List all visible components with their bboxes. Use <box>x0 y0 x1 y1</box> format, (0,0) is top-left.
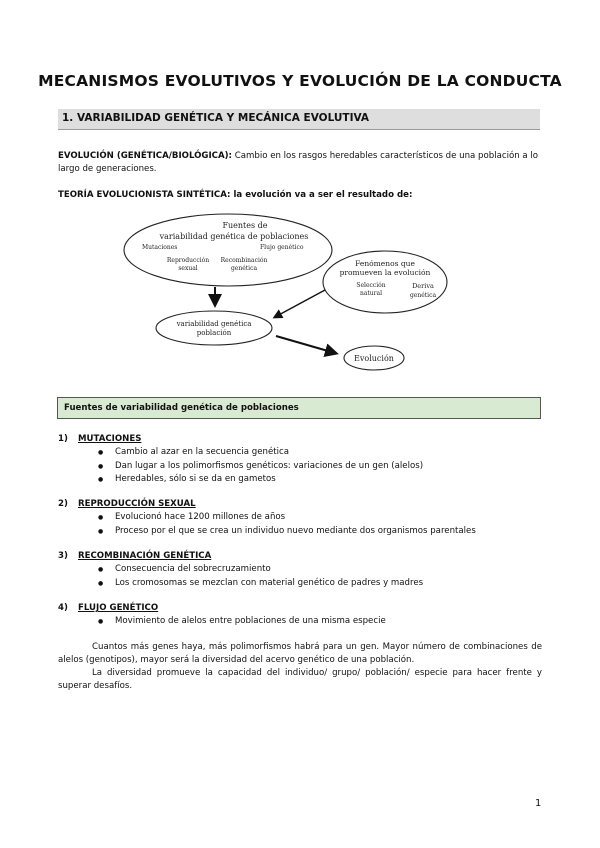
mutaciones-list <box>98 446 423 487</box>
item-number: 1) <box>58 434 68 444</box>
item-number: 4) <box>58 603 68 613</box>
seleccion-label-1: Selección <box>356 282 386 289</box>
flujo-label: Flujo genético <box>260 244 304 251</box>
item-flujo-heading <box>58 603 158 613</box>
item-recombinacion-heading <box>58 551 211 561</box>
item-label: REPRODUCCIÓN SEXUAL <box>78 499 196 509</box>
variabilidad-ellipse <box>156 311 272 345</box>
variabilidad-label-1: variabilidad genética <box>176 320 252 328</box>
definition-paragraph <box>58 150 542 176</box>
list-item: ● Heredables, sólo si se da en gametos <box>98 473 423 487</box>
flujo-list <box>98 615 386 629</box>
item-mutaciones-heading <box>58 434 141 444</box>
list-item: ● Cambio al azar en la secuencia genética <box>98 446 423 460</box>
mutaciones-label: Mutaciones <box>142 244 178 251</box>
list-item: ● Dan lugar a los polimorfismos genéticos: variaciones de un gen (alelos) <box>98 460 423 474</box>
closing-paragraph-2: La diversidad promueve la capacidad del individuo/ grupo/ población/ especie para hacer frente y superar desafíos. <box>58 668 542 691</box>
item-number: 2) <box>58 499 68 509</box>
evolucion-label: Evolución <box>354 354 394 363</box>
item-number: 3) <box>58 551 68 561</box>
fuentes-heading-box <box>57 397 541 419</box>
reproduccion-label-2: sexual <box>178 265 198 272</box>
section-heading: 1. VARIABILIDAD GENÉTICA Y MECÁNICA EVOLUTIVA <box>62 112 370 124</box>
fuentes-title-1: Fuentes de <box>222 221 268 230</box>
definition-text: Cambio en los rasgos heredables característicos de una población a lo largo de generaciones. <box>58 151 539 174</box>
list-item: ● Proceso por el que se crea un individuo nuevo mediante dos organismos parentales <box>98 525 476 539</box>
closing-paragraph-1: Cuantos más genes haya, más polimorfismos habrá para un gen. Mayor número de combinaciones de alelos (genotipos), mayor será la diversidad del acervo genético de una población. <box>58 642 542 665</box>
item-reproduccion-heading <box>58 499 196 509</box>
list-item: ● Evolucionó hace 1200 millones de años <box>98 511 476 525</box>
section-heading-bar <box>58 109 540 130</box>
definition-term: EVOLUCIÓN (GENÉTICA/BIOLÓGICA): <box>58 151 232 161</box>
list-item: ● Los cromosomas se mezclan con material genético de padres y madres <box>98 577 423 591</box>
list-item: ● Movimiento de alelos entre poblaciones de una misma especie <box>98 615 386 629</box>
arrow-variabilidad-to-evolucion <box>276 336 335 353</box>
theory-line: TEORÍA EVOLUCIONISTA SINTÉTICA: la evolución va a ser el resultado de: <box>58 190 413 200</box>
page-number: 1 <box>535 798 542 809</box>
fuentes-heading: Fuentes de variabilidad genética de poblaciones <box>64 403 299 413</box>
evolution-diagram <box>120 212 480 382</box>
deriva-label-2: genética <box>409 292 437 299</box>
item-label: MUTACIONES <box>78 434 142 444</box>
fenomenos-title-1: Fenómenos que <box>355 259 415 268</box>
item-label: RECOMBINACIÓN GENÉTICA <box>78 551 212 561</box>
reproduccion-label-1: Reproducción <box>166 257 210 264</box>
fenomenos-title-2: promueven la evolución <box>339 268 431 277</box>
deriva-label-1: Deriva <box>412 282 434 290</box>
recombinacion-list <box>98 563 423 590</box>
variabilidad-label-2: población <box>196 329 232 337</box>
arrow-fenomenos-to-variabilidad <box>275 290 325 317</box>
recombinacion-label-2: genética <box>230 265 258 272</box>
fuentes-title-2: variabilidad genética de poblaciones <box>159 232 309 241</box>
item-label: FLUJO GENÉTICO <box>78 603 159 613</box>
page-title: MECANISMOS EVOLUTIVOS Y EVOLUCIÓN DE LA CONDUCTA <box>38 72 562 90</box>
recombinacion-label-1: Recombinación <box>220 257 268 264</box>
reproduccion-list <box>98 511 476 538</box>
list-item: ● Consecuencia del sobrecruzamiento <box>98 563 423 577</box>
seleccion-label-2: natural <box>359 290 383 297</box>
